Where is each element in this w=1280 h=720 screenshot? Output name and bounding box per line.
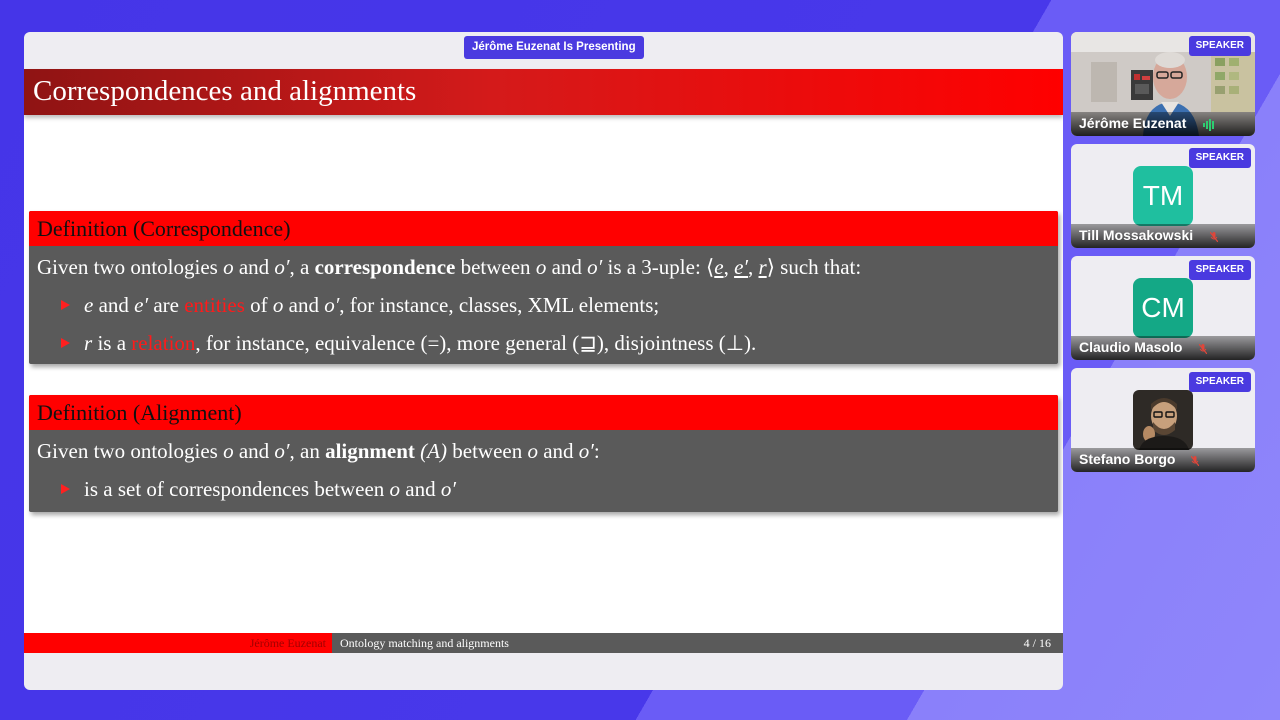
mic-muted-icon xyxy=(1191,456,1199,466)
participant-name-bar xyxy=(1071,112,1255,136)
definition-heading: Definition (Alignment) xyxy=(29,395,1058,430)
slide-footer xyxy=(24,633,1063,653)
page-number: 4 / 16 xyxy=(1023,636,1051,650)
avatar xyxy=(1133,390,1193,450)
participant-name: Jérôme Euzenat xyxy=(1079,115,1187,131)
mic-muted-icon xyxy=(1199,344,1207,354)
bullet-triangle-icon xyxy=(61,300,70,310)
avatar: CM xyxy=(1133,278,1193,338)
list-item: r is a relation, for instance, equivalence (=), more general (⊒), disjointness (⊥). xyxy=(61,331,756,356)
participant-name: Stefano Borgo xyxy=(1079,451,1176,467)
participant-tile-till-mossakowski[interactable] xyxy=(1071,144,1255,248)
mic-muted-icon xyxy=(1210,232,1218,242)
definition-alignment-block xyxy=(29,395,1058,512)
footer-title: Ontology matching and alignments xyxy=(340,636,509,650)
list-item: is a set of correspondences between o and o′ xyxy=(61,477,456,502)
definition-intro: Given two ontologies o and o′, an alignment (A) between o and o′: xyxy=(37,439,600,463)
slide xyxy=(24,69,1063,653)
speaker-badge: SPEAKER xyxy=(1189,148,1251,168)
presenting-badge: Jérôme Euzenat Is Presenting xyxy=(464,36,644,59)
list-item: e and e′ are entities of o and o′, for instance, classes, XML elements; xyxy=(61,293,659,318)
bullet-triangle-icon xyxy=(61,338,70,348)
participant-tile-stefano-borgo[interactable] xyxy=(1071,368,1255,472)
participant-name-bar xyxy=(1071,448,1255,472)
participant-tile-jerome-euzenat[interactable] xyxy=(1071,32,1255,136)
audio-level-icon xyxy=(1203,119,1217,131)
speaker-badge: SPEAKER xyxy=(1189,260,1251,280)
bullet-triangle-icon xyxy=(61,484,70,494)
presentation-stage xyxy=(24,32,1063,690)
definition-intro: Given two ontologies o and o′, a correspondence between o and o′ is a 3-uple: ⟨e, e′, r⟩ such that: xyxy=(37,255,862,279)
slide-title: Correspondences and alignments xyxy=(33,75,417,107)
avatar: TM xyxy=(1133,166,1193,226)
footer-info xyxy=(332,633,1063,653)
speaker-badge: SPEAKER xyxy=(1189,372,1251,392)
participant-tile-claudio-masolo[interactable] xyxy=(1071,256,1255,360)
definition-correspondence-block xyxy=(29,211,1058,364)
participant-name: Till Mossakowski xyxy=(1079,227,1194,243)
footer-author: Jérôme Euzenat xyxy=(24,633,332,653)
participant-name: Claudio Masolo xyxy=(1079,339,1183,355)
participant-name-bar xyxy=(1071,224,1255,248)
slide-title-bar xyxy=(24,69,1063,115)
participant-name-bar xyxy=(1071,336,1255,360)
definition-heading: Definition (Correspondence) xyxy=(29,211,1058,246)
speaker-badge: SPEAKER xyxy=(1189,36,1251,56)
